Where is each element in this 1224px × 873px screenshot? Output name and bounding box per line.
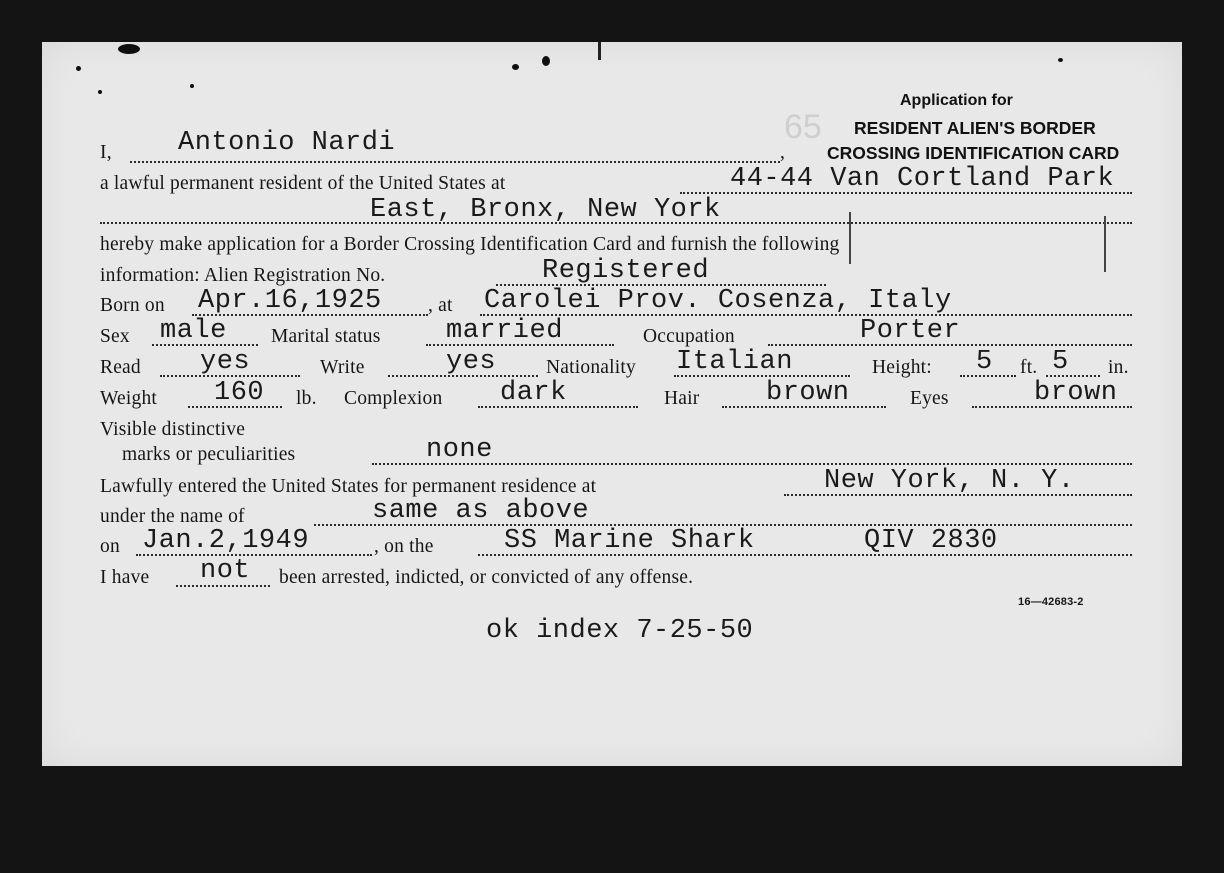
label-weight: Weight — [100, 388, 158, 409]
ink-spot — [512, 64, 519, 70]
label-lb: lb. — [296, 388, 317, 409]
label-lawful-resident: a lawful permanent resident of the United States at — [100, 173, 506, 194]
label-in: in. — [1108, 357, 1129, 378]
visa-value: QIV 2830 — [864, 526, 998, 556]
index-note: ok index 7-25-50 — [486, 616, 754, 646]
name-field-line — [130, 161, 780, 163]
arrested-value: not — [200, 556, 251, 586]
birth-place: Carolei Prov. Cosenza, Italy — [484, 286, 952, 316]
label-marks-peculiarities: marks or peculiarities — [122, 444, 296, 465]
weight-value: 160 — [214, 378, 265, 408]
ink-spot — [190, 84, 194, 88]
sex-value: male — [160, 316, 227, 346]
ink-spot — [98, 90, 102, 94]
label-i-have: I have — [100, 567, 150, 588]
ink-spot — [76, 66, 81, 71]
form-number: 16—42683-2 — [1018, 596, 1084, 608]
pencil-mark — [1104, 216, 1106, 272]
birth-date: Apr.16,1925 — [198, 286, 382, 316]
label-eyes: Eyes — [910, 388, 949, 409]
registration-number: Registered — [542, 256, 710, 286]
label-lawfully-entered: Lawfully entered the United States for permanent residence at — [100, 476, 597, 497]
border-crossing-application-card — [42, 42, 1182, 766]
label-at: , at — [428, 295, 453, 316]
label-height: Height: — [872, 357, 932, 378]
pencil-mark — [849, 212, 851, 264]
form-title-line3: CROSSING IDENTIFICATION CARD — [827, 143, 1120, 163]
read-value: yes — [200, 347, 251, 377]
label-ft: ft. — [1020, 357, 1038, 378]
vessel-value: SS Marine Shark — [504, 526, 755, 556]
label-on: on — [100, 536, 120, 557]
label-under-name: under the name of — [100, 506, 245, 527]
occupation-value: Porter — [860, 316, 961, 346]
label-write: Write — [320, 357, 365, 378]
height-inches-value: 5 — [1052, 347, 1069, 377]
entry-name-value: same as above — [372, 496, 590, 526]
form-title-line2: RESIDENT ALIEN'S BORDER — [854, 118, 1096, 138]
label-occupation: Occupation — [643, 326, 735, 347]
label-comma: , — [780, 142, 786, 163]
label-marital-status: Marital status — [271, 326, 381, 347]
eyes-value: brown — [1034, 378, 1118, 408]
complexion-value: dark — [500, 378, 567, 408]
marks-value: none — [426, 435, 493, 465]
label-hereby: hereby make application for a Border Crossing Identification Card and furnish the following — [100, 234, 840, 255]
ink-spot — [542, 56, 550, 66]
label-nationality: Nationality — [546, 357, 636, 378]
nationality-value: Italian — [676, 347, 793, 377]
form-title-line1: Application for — [900, 92, 1013, 109]
label-complexion: Complexion — [344, 388, 443, 409]
label-registration: information: Alien Registration No. — [100, 265, 386, 286]
marital-status-value: married — [446, 316, 563, 346]
label-arrested-statement: been arrested, indicted, or convicted of any offense. — [279, 567, 694, 588]
label-visible-distinctive: Visible distinctive — [100, 419, 246, 440]
label-born-on: Born on — [100, 295, 165, 316]
faint-stamp: 65 — [784, 108, 822, 146]
hair-value: brown — [766, 378, 850, 408]
label-i: I, — [100, 142, 112, 163]
label-sex: Sex — [100, 326, 130, 347]
label-on-the: , on the — [374, 536, 434, 557]
entry-date-value: Jan.2,1949 — [142, 526, 310, 556]
height-feet-value: 5 — [976, 347, 993, 377]
address-line2: East, Bronx, New York — [370, 195, 721, 225]
label-read: Read — [100, 357, 141, 378]
label-hair: Hair — [664, 388, 700, 409]
address-line1: 44-44 Van Cortland Park — [730, 164, 1115, 194]
ink-spot — [1058, 58, 1063, 62]
applicant-name: Antonio Nardi — [178, 128, 396, 158]
write-value: yes — [446, 347, 497, 377]
ink-mark — [598, 42, 601, 60]
entry-place-value: New York, N. Y. — [824, 466, 1075, 496]
ink-spot — [118, 44, 140, 54]
